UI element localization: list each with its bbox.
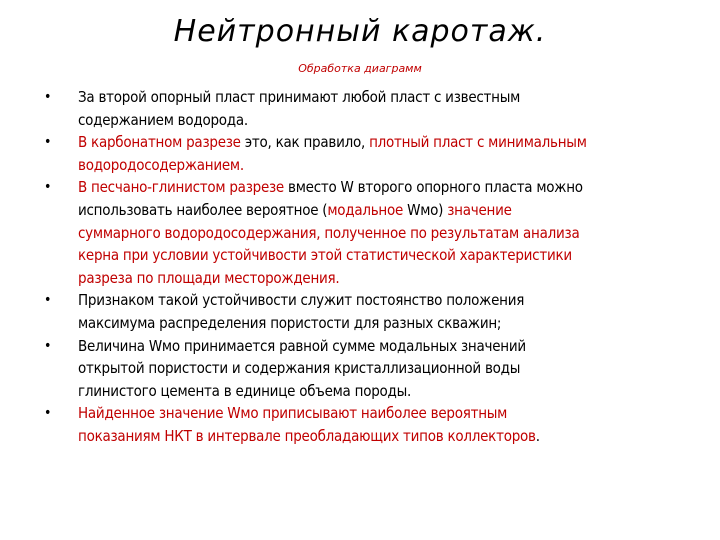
highlighted-text: водородосодержанием. (78, 155, 244, 174)
bullet-item (0, 176, 720, 289)
bullet-text: Величина Wмо принимается равной сумме модальных значений (78, 336, 526, 355)
bullet-text: использовать наиболее вероятное ( (78, 200, 328, 219)
highlighted-text: плотный пласт с минимальным (369, 133, 587, 152)
bullet-marker: • (44, 337, 52, 354)
slide-subtitle: Обработка диаграмм (298, 62, 422, 75)
bullet-item (0, 289, 720, 334)
bullet-text: За второй опорный пласт принимают любой пласт с известным (78, 88, 521, 106)
bullet-text: это, как правило, (240, 133, 370, 152)
bullet-item (0, 131, 720, 176)
bullet-marker: • (44, 405, 52, 422)
highlighted-text: керна при условии устойчивости этой статистической характеристики (78, 246, 572, 265)
bullet-text: глинистого цемента в единице объема породы. (78, 381, 412, 400)
bullet-text: максимума распределения пористости для разных скважин; (78, 313, 502, 332)
bullet-item (0, 402, 720, 447)
bullet-text: . (535, 426, 540, 445)
bullet-text: вместо W второго опорного пласта можно (284, 178, 583, 197)
highlighted-text: модальное (327, 200, 404, 219)
highlighted-text: В песчано-глинистом разрезе (78, 178, 284, 197)
bullet-marker: • (44, 179, 52, 196)
bullet-text: открытой пористости и содержания кристаллизационной воды (78, 359, 521, 378)
bullet-list (0, 86, 720, 448)
bullet-text: Wмо) (403, 200, 448, 219)
highlighted-text: показаниям НКТ в интервале преобладающих типов коллекторов (78, 426, 536, 445)
highlighted-text: значение (447, 200, 512, 219)
bullet-item (0, 86, 720, 131)
bullet-text: Признаком такой устойчивости служит постоянство положения (78, 291, 525, 310)
highlighted-text: В карбонатном разрезе (78, 133, 241, 152)
bullet-marker: • (44, 89, 52, 105)
highlighted-text: Найденное значение Wмо приписывают наиболее вероятным (78, 404, 508, 423)
bullet-item (0, 335, 720, 403)
bullet-marker: • (44, 292, 52, 309)
highlighted-text: разреза по площади месторождения. (78, 268, 340, 287)
highlighted-text: суммарного водородосодержания, полученное по результатам анализа (78, 223, 580, 242)
bullet-marker: • (44, 134, 52, 151)
bullet-text: содержанием водорода. (78, 110, 248, 129)
slide-title: Нейтронный каротаж. (173, 14, 547, 49)
